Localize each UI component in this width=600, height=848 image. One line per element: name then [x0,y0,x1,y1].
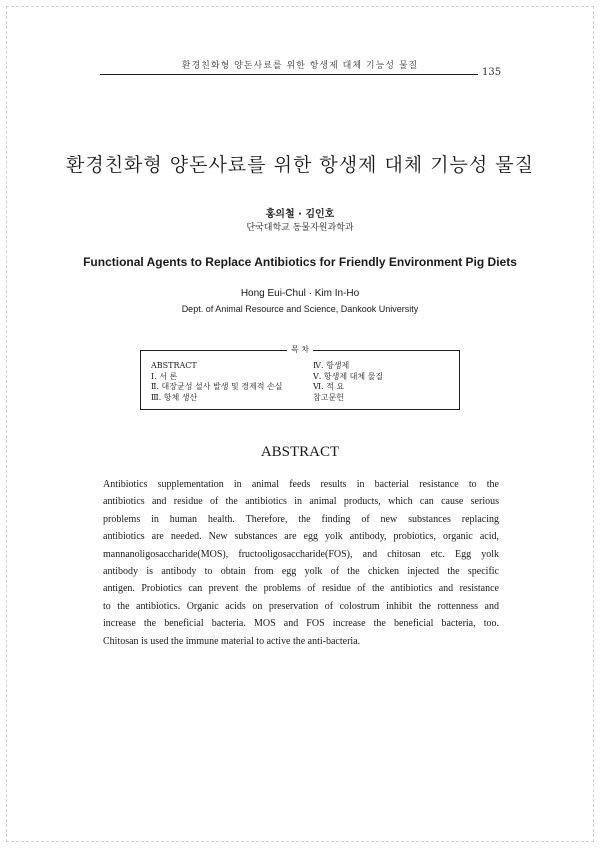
abstract-line: to the antibiotics. Organic acids on preservation of colostrum inhibit the rottenness and [103,600,499,612]
abstract-line: Chitosan is used the immune material to active the anti-bacteria. [103,635,361,647]
toc-item: ABSTRACT [151,361,197,370]
authors-korean: 홍의철 · 김인호 [265,209,335,220]
toc-right-column [313,361,383,403]
abstract-line: antigen. Probiotics can prevent the problems of residue of the antibiotics and resistance [103,583,499,595]
abstract-line: antibiotics and residue of the antibiotics in animal products, which can cause serious [103,496,499,508]
affiliation-english: Dept. of Animal Resource and Science, Dankook University [181,304,419,314]
toc-item: Ⅵ. 적 요 [313,382,345,391]
toc-item: Ⅱ. 대장균성 설사 발생 및 경제적 손실 [151,382,283,391]
toc-item: Ⅲ. 항체 생산 [151,392,198,402]
toc-left-column [151,361,282,403]
abstract-line: problems in human health. Therefore, the finding of new substances replacing [103,513,499,525]
abstract-line: increase the beneficial bacteria. MOS and FOS increase the beneficial bacteria, too. [103,618,499,630]
toc-heading: 목 차 [141,344,459,356]
toc-item: Ⅳ. 항생제 [313,361,350,370]
toc-item: 참고문헌 [313,392,344,402]
page-number: 135 [482,67,502,78]
abstract-line: antibiotics are needed. New substances are egg yolk antibody, probiotics, organic acid, [103,531,499,543]
page-frame [6,6,594,842]
abstract-body [103,476,499,650]
running-head: 환경친화형 양돈사료를 위한 항생제 대체 기능성 물질 [181,61,419,71]
title-korean: 환경친화형 양돈사료를 위한 항생제 대체 기능성 물질 [65,154,535,176]
abstract-line: Antibiotics supplementation in animal feeds results in bacterial resistance to the [103,479,499,490]
toc-item: Ⅴ. 항생제 대체 물질 [313,371,384,381]
affiliation-korean: 단국대학교 동물자원과학과 [246,223,354,233]
abstract-heading: ABSTRACT [260,444,340,460]
title-english: Functional Agents to Replace Antibiotics for Friendly Environment Pig Diets [83,255,517,269]
authors-english: Hong Eui-Chul · Kim In-Ho [240,288,360,299]
table-of-contents [140,345,460,410]
abstract-line: antibody is antibody to obtain from egg yolk of the chicken injected the specific [103,566,499,578]
abstract-line: mannanoligosaccharide(MOS), fructooligosaccharide(FOS), and chitosan etc. Egg yolk [103,548,499,560]
header-rule [100,74,478,75]
toc-item: Ⅰ. 서 론 [151,371,178,381]
